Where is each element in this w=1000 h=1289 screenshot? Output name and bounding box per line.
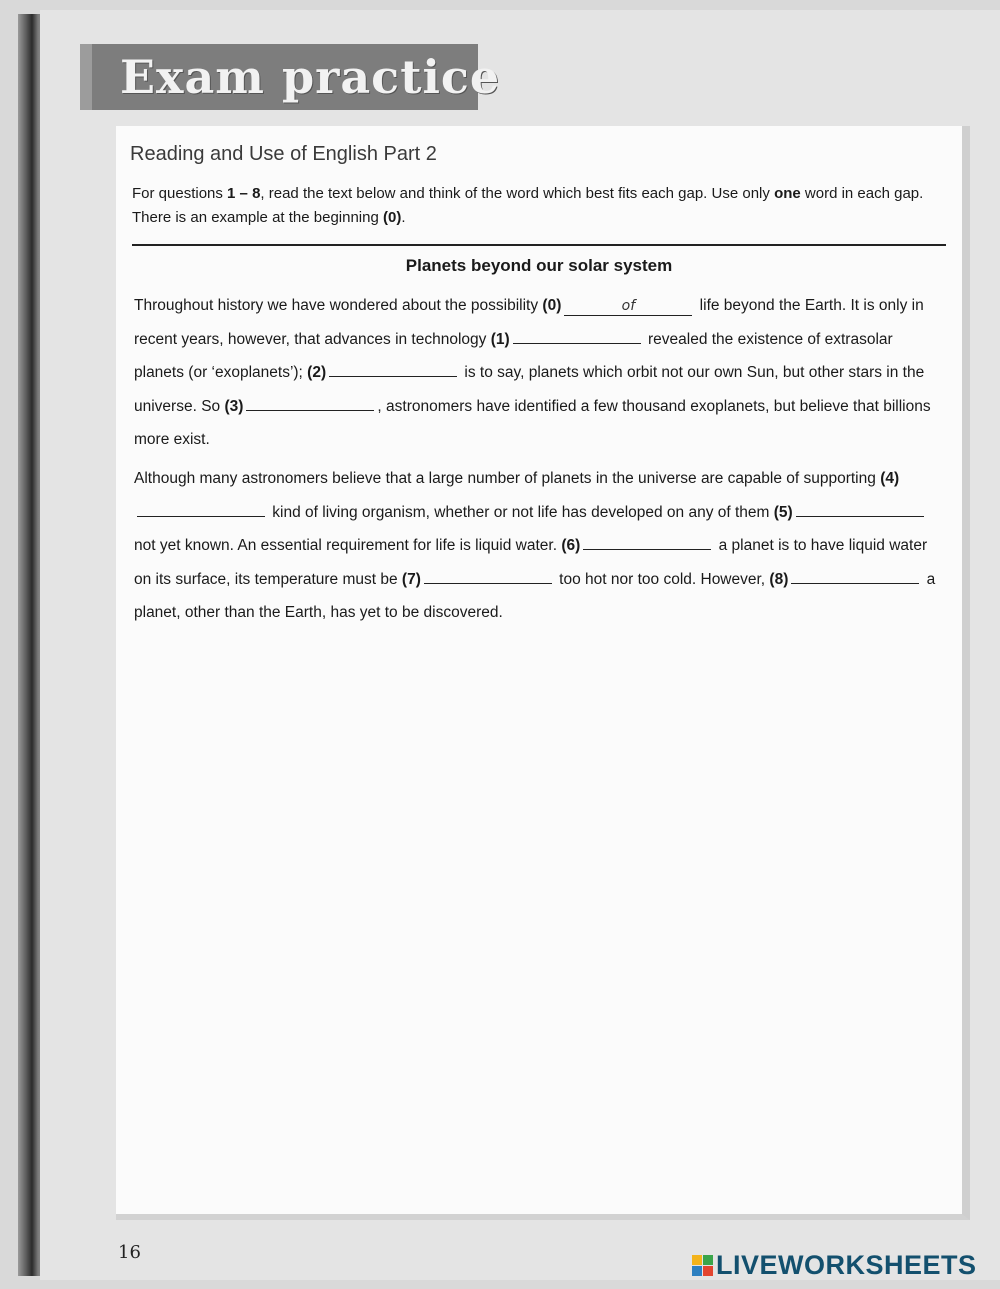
logo-tile xyxy=(692,1266,702,1276)
passage-text: , astronomers have identified a few thousand exoplanets, but believe that billions more exist. xyxy=(134,397,931,448)
answer-gap-1[interactable] xyxy=(513,327,641,344)
answer-gap-2[interactable] xyxy=(329,360,457,377)
instructions-text: word in each gap. There is an example at the beginning xyxy=(132,185,924,226)
section-heading xyxy=(130,143,437,166)
passage-text: Although many astronomers believe that a large number of planets in the universe are capable of supporting xyxy=(134,470,881,487)
logo-tile xyxy=(703,1266,713,1276)
paragraph-2 xyxy=(134,462,946,630)
question-number-5: (5) xyxy=(773,503,793,521)
page-title: Exam practice xyxy=(120,50,501,104)
text-title: Planets beyond our solar system xyxy=(405,256,673,275)
paragraph-1 xyxy=(134,289,946,457)
passage-text: is to say, planets which orbit not our own Sun, but other stars in the universe. So xyxy=(134,364,925,415)
question-number-7: (7) xyxy=(401,570,421,588)
instructions xyxy=(132,182,950,230)
example-answer: of xyxy=(564,299,692,316)
question-number-2: (2) xyxy=(307,364,327,381)
answer-gap-6[interactable] xyxy=(583,533,711,550)
answer-gap-5[interactable] xyxy=(796,500,924,517)
logo-text: LIVEWORKSHEETS xyxy=(716,1249,977,1280)
answer-gap-3[interactable] xyxy=(246,394,374,411)
logo-tile xyxy=(692,1255,702,1265)
question-range: 1 – 8 xyxy=(227,185,261,202)
passage-text: a planet, other than the Earth, has yet to be discovered. xyxy=(134,570,936,621)
question-number-6: (6) xyxy=(561,537,581,554)
passage-text: too hot nor too cold. However, xyxy=(554,570,770,588)
passage-text: not yet known. An essential requirement for life is liquid water. xyxy=(134,537,562,554)
question-number-1: (1) xyxy=(490,330,510,348)
example-reference: (0) xyxy=(383,209,402,226)
question-number-3: (3) xyxy=(224,397,244,415)
passage-text: Throughout history we have wondered about the possibility xyxy=(134,297,543,314)
answer-gap-4[interactable] xyxy=(137,500,265,517)
question-number-4: (4) xyxy=(880,470,900,487)
answer-gap-7[interactable] xyxy=(424,567,552,584)
question-number-0: (0) xyxy=(542,297,562,314)
instructions-emphasis: one xyxy=(774,185,801,202)
divider xyxy=(132,244,946,246)
liveworksheets-logo[interactable] xyxy=(692,1250,977,1280)
instructions-text: , read the text below and think of the word which best fits each gap. Use only xyxy=(260,185,775,202)
passage-text: revealed the existence of extrasolar planets (or ‘exoplanets’); xyxy=(134,330,893,381)
section-heading-part: Part 2 xyxy=(377,143,437,165)
passage-text: life beyond the Earth. It is only in recent years, however, that advances in technology xyxy=(134,297,924,348)
instructions-text: . xyxy=(401,209,406,226)
passage-text: kind of living organism, whether or not life has developed on any of them xyxy=(268,503,774,521)
logo-tile xyxy=(703,1255,713,1265)
question-number-8: (8) xyxy=(769,570,789,588)
instructions-text: For questions xyxy=(132,185,228,202)
section-heading-main: Reading and Use of English xyxy=(130,143,378,165)
logo-tiles-icon xyxy=(692,1255,713,1276)
answer-gap-8[interactable] xyxy=(791,567,919,584)
page-number: 16 xyxy=(118,1242,141,1263)
passage-text: a planet is to have liquid water on its surface, its temperature must be xyxy=(134,537,928,588)
